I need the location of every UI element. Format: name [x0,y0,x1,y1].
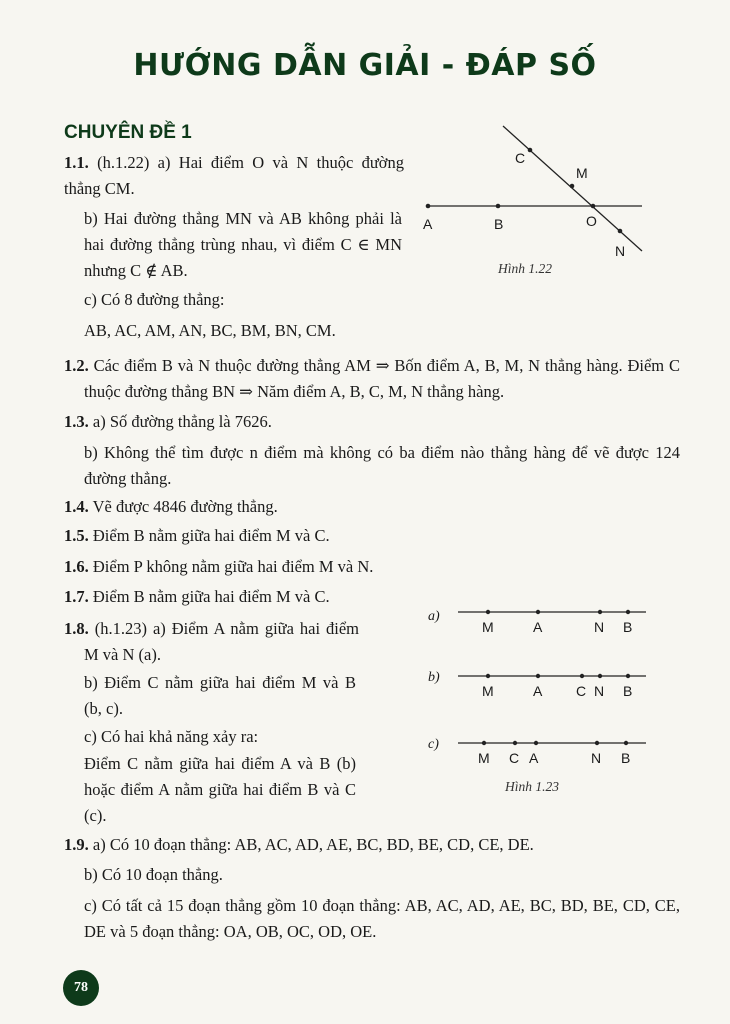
answer-1-9-b: b) Có 10 đoạn thẳng. [84,865,223,884]
label-a-n: N [594,619,605,635]
point-c-a [534,741,538,745]
answer-text: Điểm B nằm giữa hai điểm M và C. [92,587,330,606]
answer-1-2 [64,353,680,405]
answer-1-8-c-detail: Điểm C nằm giữa hai điểm A và B (b) hoặc điểm A nằm giữa hai điểm B và C (c). [84,754,356,825]
label-c-m: M [478,750,490,766]
item-number: 1.5. [64,526,89,545]
page-number: 78 [74,980,88,995]
answer-1-8-b: b) Điểm C nằm giữa hai điểm M và B (b, c). [84,673,356,718]
point-a-a [536,610,540,614]
point-o [591,204,596,209]
page-number-badge [63,970,99,1006]
answer-1-8-a [64,616,359,668]
figure-1-23 [420,598,660,778]
point-c-b [624,741,628,745]
answer-1-1-a [64,150,404,202]
label-a: A [423,216,433,232]
point-c [528,148,533,153]
point-m [570,184,575,189]
figure-1-22 [420,118,670,278]
label-a-b: B [623,619,633,635]
item-number: 1.6. [64,557,89,576]
point-b-n [598,674,602,678]
point-a-n [598,610,602,614]
point-b-m [486,674,490,678]
point-b-a [536,674,540,678]
label-b-b: B [623,683,633,699]
label-a-a: A [533,619,543,635]
label-b-n: N [594,683,605,699]
point-b-c [580,674,584,678]
answer-1-9-c: c) Có tất cả 15 đoạn thẳng gồm 10 đoạn thẳng: AB, AC, AD, AE, BC, BD, BE, CD, CE, DE và 5 đoạn thẳng: OA, OB, OC, OD, OE. [84,896,680,941]
label-c: C [515,150,526,166]
answer-1-1-b: b) Hai đường thẳng MN và AB không phải là hai đường thẳng trùng nhau, vì điểm C ∈ MN nhưng C ∉ AB. [84,209,402,280]
answer-text: Điểm B nằm giữa hai điểm M và C. [92,526,330,545]
point-b-b [626,674,630,678]
item-number: 1.9. [64,835,89,854]
item-number: 1.1. [64,153,89,172]
part-c-tag: c) [428,737,439,752]
label-c-b: B [621,750,631,766]
chapter-heading: CHUYÊN ĐỀ 1 [64,122,192,143]
point-a-m [486,610,490,614]
label-o: O [586,213,597,229]
label-b-m: M [482,683,494,699]
label-b-c: C [576,683,587,699]
answer-text: Các điểm B và N thuộc đường thẳng AM ⇒ Bốn điểm A, B, M, N thẳng hàng. Điểm C thuộc đường thẳng BN ⇒ Năm điểm A, B, C, M, N thẳng hàng. [84,356,680,401]
item-number: 1.3. [64,412,89,431]
label-b: B [494,216,504,232]
item-number: 1.7. [64,587,89,606]
label-c-a: A [529,750,539,766]
answer-1-3-a [64,409,680,435]
item-number: 1.2. [64,356,89,375]
answer-1-3-b: b) Không thể tìm được n điểm mà không có ba điểm nào thẳng hàng để vẽ được 124 đường thẳng. [84,443,680,488]
item-number: 1.4. [64,497,89,516]
answer-text: Vẽ được 4846 đường thẳng. [92,497,278,516]
figure-1-22-caption: Hình 1.22 [498,261,552,276]
answer-1-5 [64,523,680,549]
point-c-n [595,741,599,745]
answer-text: (h.1.22) a) Hai điểm O và N thuộc đường thẳng CM. [64,153,405,198]
answer-1-4 [64,494,680,520]
answer-1-1-c-intro: c) Có 8 đường thẳng: [84,290,225,309]
point-n [618,229,623,234]
answer-1-8-c-intro: c) Có hai khả năng xảy ra: [84,727,259,746]
point-a [426,204,431,209]
page-title: HƯỚNG DẪN GIẢI - ĐÁP SỐ [133,48,597,83]
point-c-m [482,741,486,745]
answer-1-1-c-list: AB, AC, AM, AN, BC, BM, BN, CM. [84,321,336,340]
label-m: M [576,165,588,181]
label-a-m: M [482,619,494,635]
part-b-tag: b) [428,670,440,685]
item-number: 1.8. [64,619,89,638]
point-b [496,204,501,209]
answer-text: (h.1.23) a) Điểm A nằm giữa hai điểm M và N (a). [84,619,360,664]
answer-1-6 [64,554,680,580]
label-c-n: N [591,750,602,766]
answer-text: a) Có 10 đoạn thẳng: AB, AC, AD, AE, BC, BD, BE, CD, CE, DE. [92,835,534,854]
answer-text: Điểm P không nằm giữa hai điểm M và N. [92,557,374,576]
label-n: N [615,243,626,259]
point-a-b [626,610,630,614]
point-c-c [513,741,517,745]
answer-text: a) Số đường thẳng là 7626. [92,412,272,431]
figure-1-23-caption: Hình 1.23 [505,779,559,794]
label-b-a: A [533,683,543,699]
part-a-tag: a) [428,609,440,624]
answer-1-9-a [64,832,680,858]
label-c-c: C [509,750,520,766]
